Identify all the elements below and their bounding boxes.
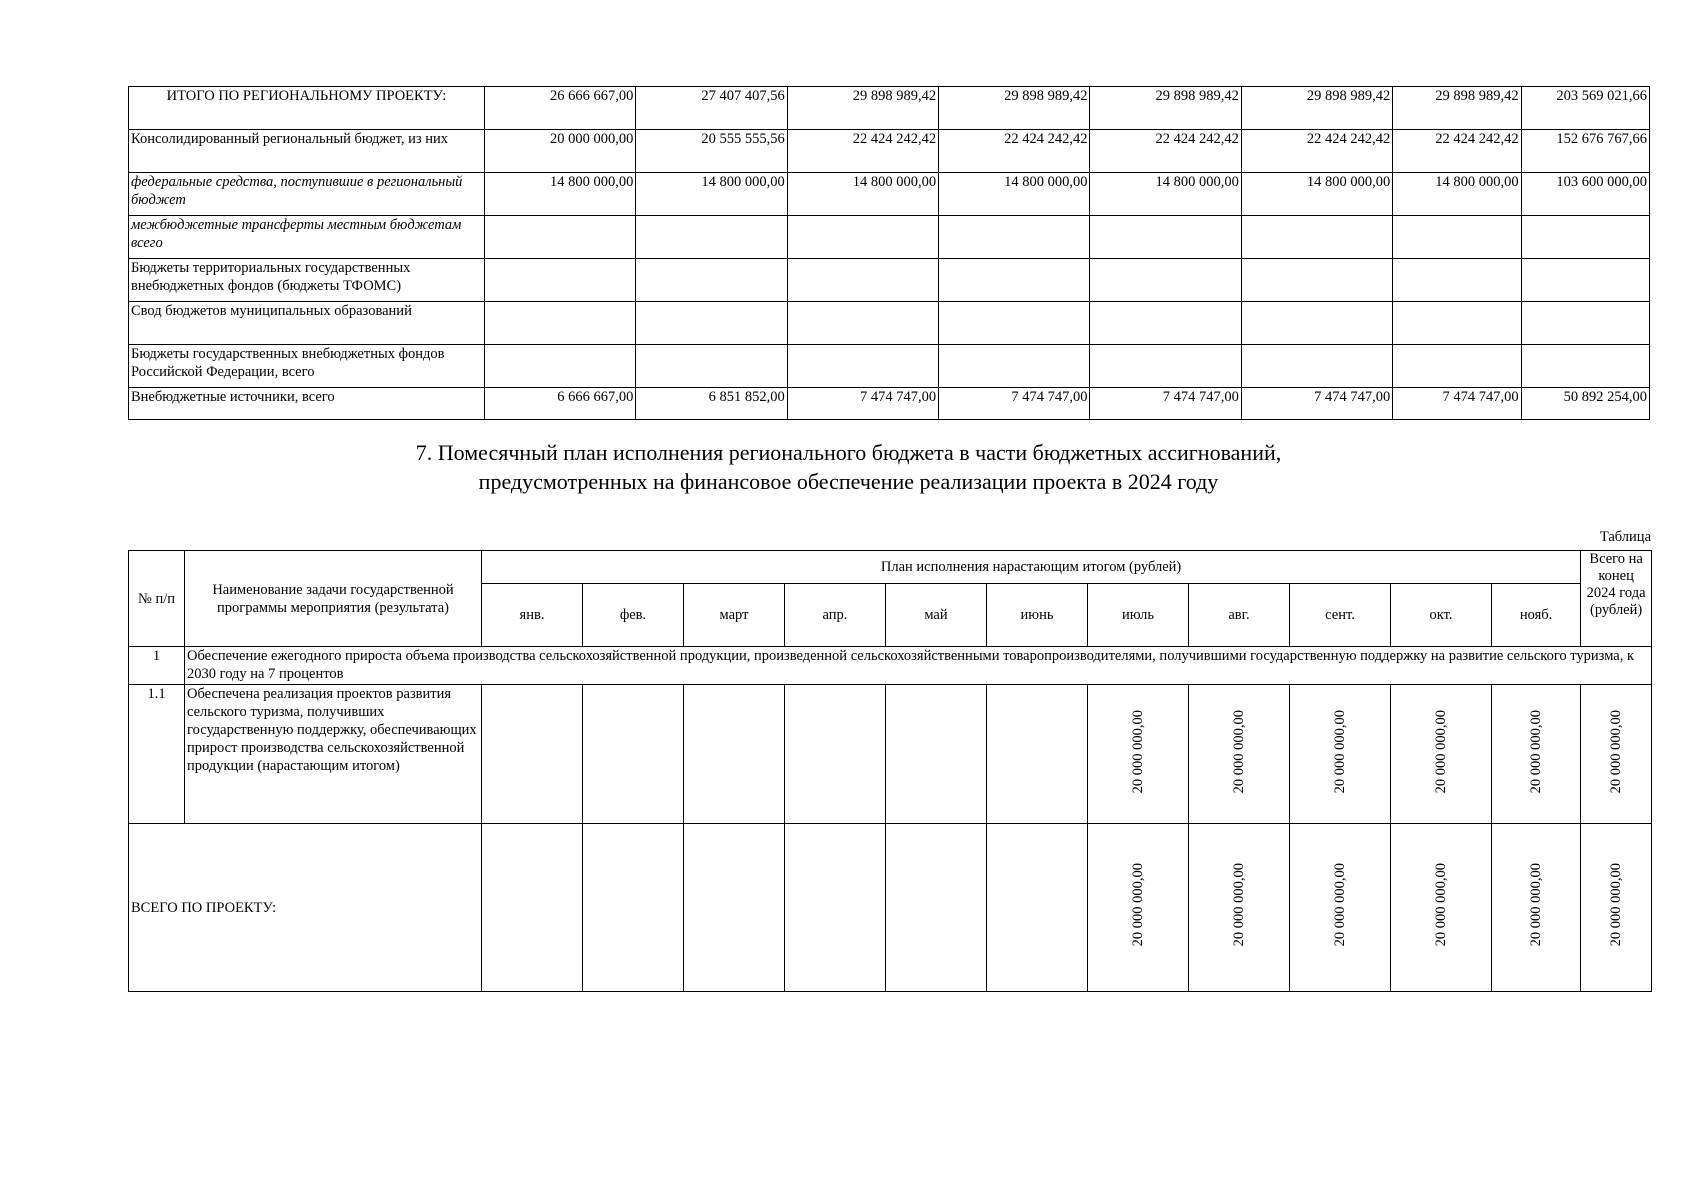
budget-value-cell: 7 474 747,00	[1090, 388, 1241, 420]
budget-value-cell: 29 898 989,42	[1241, 87, 1392, 130]
task-text: Обеспечение ежегодного прироста объема производства сельскохозяйственной продукции, произведенной сельскохозяйственными товаропроизводителями, получившими государственную поддержку на развитие сельского туризма, к 2030 году на 7 процентов	[185, 647, 1652, 685]
month-value: 20 000 000,00	[1130, 863, 1146, 947]
budget-row-label: Внебюджетные источники, всего	[129, 388, 485, 420]
budget-value-cell	[1393, 216, 1521, 259]
budget-value-cell: 27 407 407,56	[636, 87, 787, 130]
section-title	[0, 438, 1697, 496]
month-value-cell	[684, 824, 785, 992]
budget-value-cell: 7 474 747,00	[787, 388, 938, 420]
month-header: март	[684, 584, 785, 647]
budget-value-cell	[1521, 259, 1649, 302]
budget-value-cell: 22 424 242,42	[787, 130, 938, 173]
total-value-cell	[1581, 685, 1652, 824]
month-header: июль	[1088, 584, 1189, 647]
header-num: № п/п	[129, 551, 185, 647]
month-header: фев.	[583, 584, 684, 647]
budget-value-cell: 14 800 000,00	[939, 173, 1090, 216]
budget-value-cell	[1393, 259, 1521, 302]
budget-value-cell	[636, 345, 787, 388]
month-value-cell	[482, 824, 583, 992]
month-value: 20 000 000,00	[1528, 709, 1545, 794]
budget-summary-table	[128, 86, 1650, 420]
month-value: 20 000 000,00	[1231, 863, 1247, 947]
budget-value-cell: 22 424 242,42	[1393, 130, 1521, 173]
budget-row-label: федеральные средства, поступившие в региональный бюджет	[129, 173, 485, 216]
budget-value-cell	[1090, 302, 1241, 345]
plan-header-row-1	[129, 551, 1652, 584]
budget-value-cell: 29 898 989,42	[1090, 87, 1241, 130]
budget-row	[129, 216, 1650, 259]
month-value-cell	[1189, 824, 1290, 992]
budget-value-cell	[636, 216, 787, 259]
task-row	[129, 647, 1652, 685]
budget-value-cell	[1521, 302, 1649, 345]
budget-row-label: ИТОГО ПО РЕГИОНАЛЬНОМУ ПРОЕКТУ:	[129, 87, 485, 130]
month-value-cell	[1492, 685, 1581, 824]
budget-value-cell: 20 555 555,56	[636, 130, 787, 173]
budget-value-cell	[1521, 345, 1649, 388]
total-value-cell	[1581, 824, 1652, 992]
month-header: авг.	[1189, 584, 1290, 647]
month-header: янв.	[482, 584, 583, 647]
budget-value-cell	[636, 302, 787, 345]
budget-value-cell	[939, 302, 1090, 345]
monthly-plan-table	[128, 550, 1652, 992]
month-header: май	[886, 584, 987, 647]
budget-row	[129, 173, 1650, 216]
month-value-cell	[1189, 685, 1290, 824]
result-row	[129, 685, 1652, 824]
budget-value-cell	[1521, 216, 1649, 259]
month-value-cell	[1391, 824, 1492, 992]
month-value-cell	[1391, 685, 1492, 824]
budget-row	[129, 130, 1650, 173]
month-value: 20 000 000,00	[1433, 863, 1449, 947]
budget-value-cell: 7 474 747,00	[939, 388, 1090, 420]
budget-row	[129, 302, 1650, 345]
section-title-line-1: 7. Помесячный план исполнения регионального бюджета в части бюджетных ассигнований,	[415, 440, 1282, 465]
budget-value-cell	[1241, 259, 1392, 302]
month-header: окт.	[1391, 584, 1492, 647]
budget-value-cell	[787, 302, 938, 345]
month-value-cell	[785, 685, 886, 824]
budget-value-cell: 7 474 747,00	[1393, 388, 1521, 420]
month-value-cell	[482, 685, 583, 824]
budget-row	[129, 345, 1650, 388]
budget-value-cell	[484, 259, 635, 302]
header-plan: План исполнения нарастающим итогом (рублей)	[482, 551, 1581, 584]
budget-value-cell: 50 892 254,00	[1521, 388, 1649, 420]
month-value: 20 000 000,00	[1332, 709, 1348, 794]
budget-row	[129, 87, 1650, 130]
budget-row	[129, 259, 1650, 302]
total-row	[129, 824, 1652, 992]
budget-value-cell	[787, 216, 938, 259]
budget-value-cell: 203 569 021,66	[1521, 87, 1649, 130]
budget-value-cell: 22 424 242,42	[939, 130, 1090, 173]
budget-row-label: Бюджеты государственных внебюджетных фондов Российской Федерации, всего	[129, 345, 485, 388]
budget-value-cell	[1090, 259, 1241, 302]
budget-value-cell: 7 474 747,00	[1241, 388, 1392, 420]
task-num: 1	[129, 647, 185, 685]
month-value-cell	[785, 824, 886, 992]
budget-value-cell: 6 666 667,00	[484, 388, 635, 420]
budget-value-cell	[787, 345, 938, 388]
budget-value-cell	[1393, 345, 1521, 388]
month-value-cell	[1088, 824, 1189, 992]
budget-value-cell	[484, 345, 635, 388]
budget-value-cell	[484, 216, 635, 259]
budget-value-cell	[1090, 345, 1241, 388]
month-header: нояб.	[1492, 584, 1581, 647]
month-value-cell	[987, 824, 1088, 992]
month-value-cell	[1492, 824, 1581, 992]
budget-value-cell: 14 800 000,00	[1090, 173, 1241, 216]
month-value: 20 000 000,00	[1332, 863, 1348, 947]
budget-value-cell	[1241, 302, 1392, 345]
month-value: 20 000 000,00	[1433, 709, 1449, 794]
month-value-cell	[886, 824, 987, 992]
month-value-cell	[1290, 685, 1391, 824]
budget-value-cell: 26 666 667,00	[484, 87, 635, 130]
month-value-cell	[1290, 824, 1391, 992]
total-value: 20 000 000,00	[1608, 863, 1625, 947]
budget-value-cell: 20 000 000,00	[484, 130, 635, 173]
budget-value-cell	[1241, 216, 1392, 259]
budget-row-label: межбюджетные трансферты местным бюджетам всего	[129, 216, 485, 259]
header-total: Всего на конец 2024 года (рублей)	[1581, 551, 1652, 647]
budget-value-cell: 6 851 852,00	[636, 388, 787, 420]
budget-value-cell: 29 898 989,42	[939, 87, 1090, 130]
budget-value-cell: 103 600 000,00	[1521, 173, 1649, 216]
budget-row-label: Свод бюджетов муниципальных образований	[129, 302, 485, 345]
result-num: 1.1	[129, 685, 185, 824]
budget-value-cell	[484, 302, 635, 345]
budget-value-cell	[1090, 216, 1241, 259]
budget-value-cell	[1393, 302, 1521, 345]
budget-value-cell: 22 424 242,42	[1241, 130, 1392, 173]
month-value-cell	[583, 685, 684, 824]
budget-value-cell	[636, 259, 787, 302]
budget-value-cell: 14 800 000,00	[484, 173, 635, 216]
month-value: 20 000 000,00	[1528, 863, 1545, 947]
month-value-cell	[1088, 685, 1189, 824]
budget-value-cell	[939, 345, 1090, 388]
total-label: ВСЕГО ПО ПРОЕКТУ:	[129, 824, 482, 992]
month-value: 20 000 000,00	[1231, 709, 1247, 794]
budget-value-cell: 29 898 989,42	[1393, 87, 1521, 130]
month-value-cell	[886, 685, 987, 824]
header-name: Наименование задачи государственной программы мероприятия (результата)	[185, 551, 482, 647]
month-header: сент.	[1290, 584, 1391, 647]
month-header: июнь	[987, 584, 1088, 647]
budget-row-label: Бюджеты территориальных государственных внебюджетных фондов (бюджеты ТФОМС)	[129, 259, 485, 302]
budget-row	[129, 388, 1650, 420]
month-value-cell	[583, 824, 684, 992]
section-title-line-2: предусмотренных на финансовое обеспечение реализации проекта в 2024 году	[478, 469, 1219, 494]
total-value: 20 000 000,00	[1608, 709, 1625, 794]
budget-value-cell	[1241, 345, 1392, 388]
budget-value-cell	[787, 259, 938, 302]
month-header: апр.	[785, 584, 886, 647]
budget-value-cell: 14 800 000,00	[1241, 173, 1392, 216]
budget-value-cell: 152 676 767,66	[1521, 130, 1649, 173]
budget-value-cell: 14 800 000,00	[636, 173, 787, 216]
budget-value-cell	[939, 216, 1090, 259]
result-text: Обеспечена реализация проектов развития сельского туризма, получивших государственную поддержку, обеспечивающих прирост производства сельскохозяйственной продукции (нарастающим итогом)	[185, 685, 482, 824]
budget-value-cell: 22 424 242,42	[1090, 130, 1241, 173]
budget-value-cell: 29 898 989,42	[787, 87, 938, 130]
budget-value-cell: 14 800 000,00	[1393, 173, 1521, 216]
budget-row-label: Консолидированный региональный бюджет, из них	[129, 130, 485, 173]
budget-value-cell	[939, 259, 1090, 302]
table-label: Таблица	[1599, 529, 1651, 545]
month-value: 20 000 000,00	[1130, 709, 1146, 794]
budget-value-cell: 14 800 000,00	[787, 173, 938, 216]
month-value-cell	[987, 685, 1088, 824]
month-value-cell	[684, 685, 785, 824]
